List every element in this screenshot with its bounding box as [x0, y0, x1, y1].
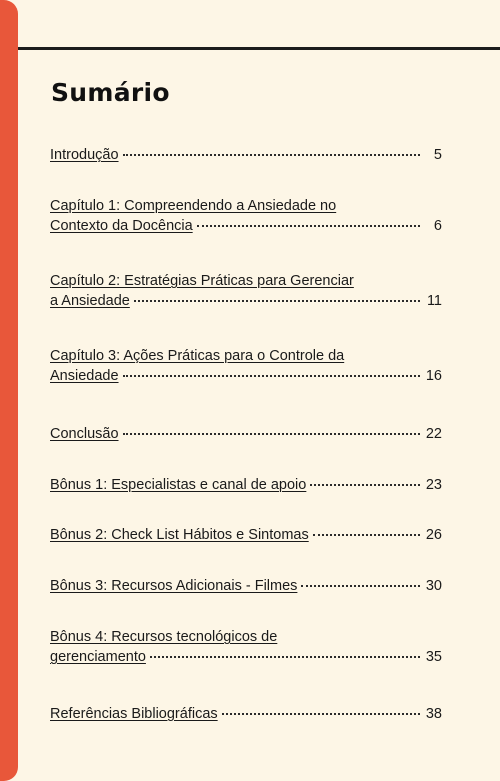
page-title: Sumário [51, 78, 170, 107]
dot-leader [123, 375, 420, 377]
toc-page-number: 23 [425, 477, 442, 493]
toc-entry-capitulo-3[interactable] [50, 346, 442, 386]
toc-entry-label[interactable]: gerenciamento [50, 649, 146, 665]
toc-page-number: 11 [426, 293, 442, 309]
toc-page-number: 35 [425, 649, 442, 665]
dot-leader [310, 484, 420, 486]
toc-entry-label[interactable]: Bônus 3: Recursos Adicionais - Filmes [50, 578, 298, 594]
toc-entry-label[interactable]: Ansiedade [50, 368, 119, 384]
toc-entry-label[interactable]: Contexto da Docência [50, 218, 193, 234]
dot-leader [301, 585, 420, 587]
toc-entry-capitulo-1[interactable] [50, 196, 442, 236]
toc-page-number: 26 [425, 527, 442, 543]
toc-entry-label-line1[interactable]: Capítulo 1: Compreendendo a Ansiedade no [50, 198, 337, 214]
dot-leader [222, 713, 420, 715]
toc-entry-conclusao[interactable] [50, 424, 442, 444]
toc-entry-bonus-3[interactable] [50, 576, 442, 596]
toc-page-number: 16 [425, 368, 442, 384]
dot-leader [150, 656, 420, 658]
toc-entry-capitulo-2[interactable] [50, 271, 442, 311]
toc-entry-label[interactable]: Bônus 2: Check List Hábitos e Sintomas [50, 527, 309, 543]
toc-entry-label[interactable]: Referências Bibliográficas [50, 706, 218, 722]
toc-entry-label[interactable]: Introdução [50, 147, 119, 163]
toc-page-number: 30 [425, 578, 442, 594]
toc-page-number: 6 [433, 218, 442, 234]
table-of-contents [50, 0, 442, 781]
dot-leader [123, 433, 420, 435]
dot-leader [123, 154, 420, 156]
side-accent-band [0, 0, 18, 781]
toc-entry-label[interactable]: Bônus 1: Especialistas e canal de apoio [50, 477, 307, 493]
dot-leader [134, 300, 420, 302]
toc-entry-label-line1[interactable]: Capítulo 3: Ações Práticas para o Controle da [50, 348, 345, 364]
dot-leader [313, 534, 420, 536]
toc-entry-referencias[interactable] [50, 704, 442, 724]
toc-entry-label[interactable]: Conclusão [50, 426, 119, 442]
toc-page-number: 22 [425, 426, 442, 442]
toc-entry-bonus-2[interactable] [50, 525, 442, 545]
toc-page-number: 38 [425, 706, 442, 722]
toc-entry-label-line1[interactable]: Capítulo 2: Estratégias Práticas para Gerenciar [50, 273, 354, 289]
toc-entry-label[interactable]: a Ansiedade [50, 293, 130, 309]
dot-leader [197, 225, 420, 227]
toc-entry-bonus-1[interactable] [50, 475, 442, 495]
toc-entry-bonus-4[interactable] [50, 627, 442, 667]
toc-entry-introducao[interactable] [50, 145, 442, 165]
toc-entry-label-line1[interactable]: Bônus 4: Recursos tecnológicos de [50, 629, 278, 645]
toc-page-number: 5 [433, 147, 442, 163]
